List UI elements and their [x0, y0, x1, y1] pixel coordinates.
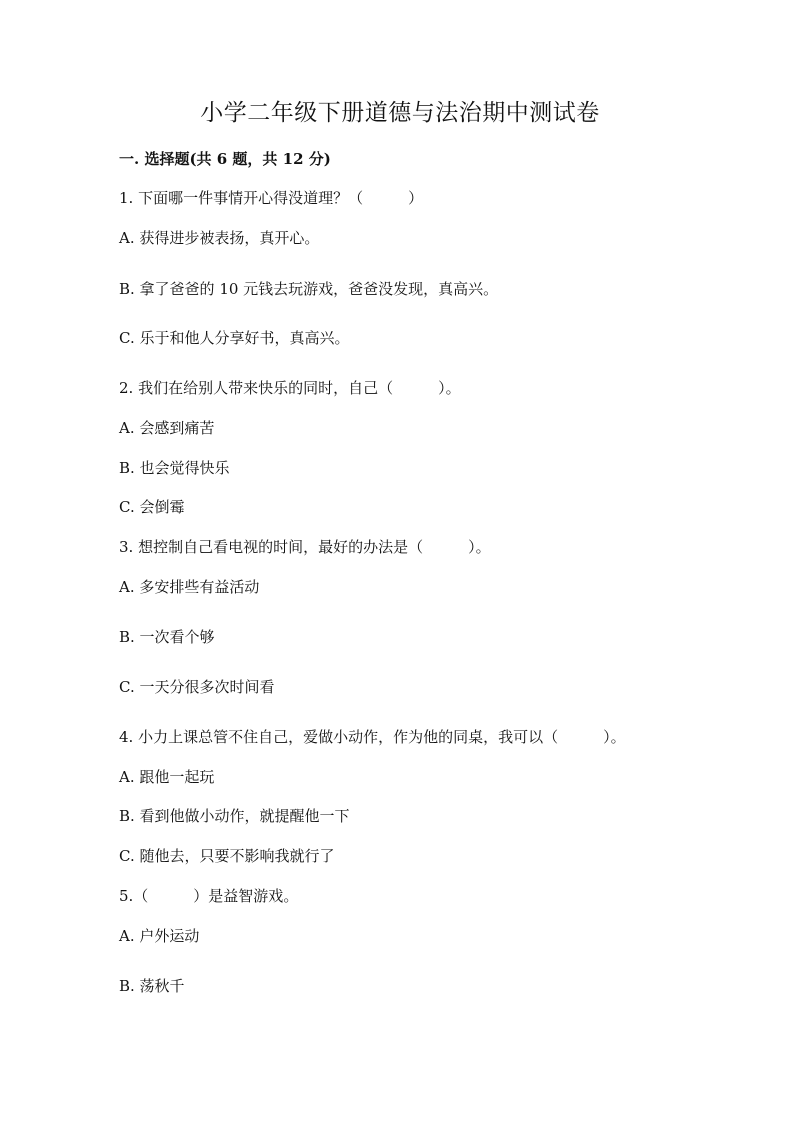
question-4-option-c: C. 随他去，只要不影响我就行了 [119, 847, 335, 865]
question-3-option-a: A. 多安排些有益活动 [119, 578, 260, 596]
question-4-stem: 4. 小力上课总管不住自己，爱做小动作，作为他的同桌，我可以（ ）。 [119, 728, 626, 746]
question-2-stem: 2. 我们在给别人带来快乐的同时，自己（ ）。 [119, 379, 461, 397]
section-heading: 一. 选择题(共 6 题，共 12 分) [119, 150, 331, 168]
question-5-option-b: B. 荡秋千 [119, 977, 185, 995]
question-5-option-a: A. 户外运动 [119, 927, 200, 945]
question-1-stem: 1. 下面哪一件事情开心得没道理？（ ） [119, 189, 424, 207]
question-1-option-a: A. 获得进步被表扬，真开心。 [119, 229, 320, 247]
question-3-stem: 3. 想控制自己看电视的时间，最好的办法是（ ）。 [119, 538, 491, 556]
question-1-option-c: C. 乐于和他人分享好书，真高兴。 [119, 329, 350, 347]
question-4-option-b: B. 看到他做小动作，就提醒他一下 [119, 807, 350, 825]
question-3-option-b: B. 一次看个够 [119, 628, 215, 646]
question-1-option-b: B. 拿了爸爸的 10 元钱去玩游戏，爸爸没发现，真高兴。 [119, 280, 499, 298]
question-2-option-c: C. 会倒霉 [119, 498, 185, 516]
question-2-option-a: A. 会感到痛苦 [119, 419, 215, 437]
question-2-option-b: B. 也会觉得快乐 [119, 459, 230, 477]
page-title: 小学二年级下册道德与法治期中测试卷 [200, 100, 600, 126]
question-4-option-a: A. 跟他一起玩 [119, 768, 215, 786]
question-5-stem: 5.（ ）是益智游戏。 [119, 887, 299, 905]
question-3-option-c: C. 一天分很多次时间看 [119, 678, 275, 696]
